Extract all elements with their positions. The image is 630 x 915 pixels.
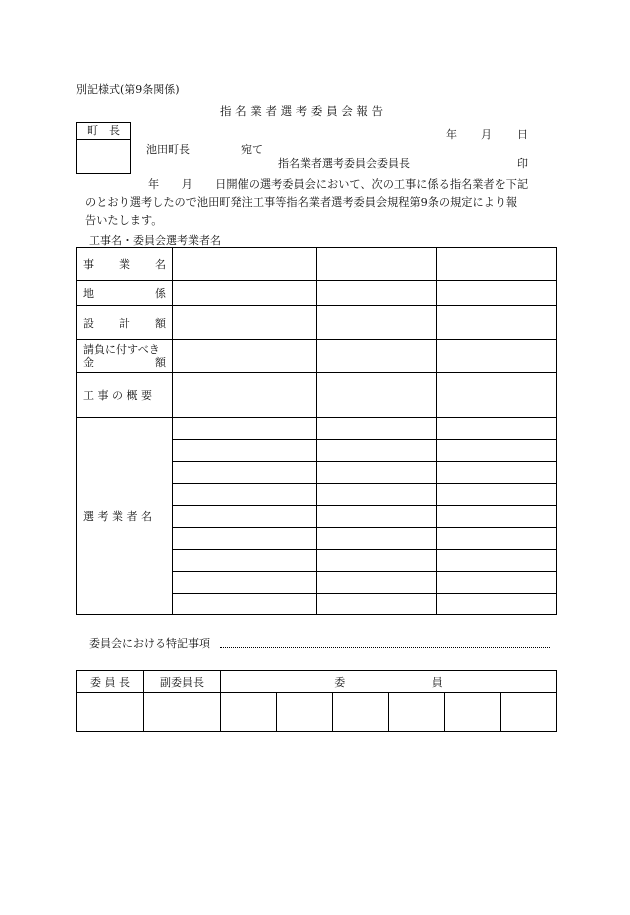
cell-contract-amount-2[interactable] — [317, 340, 437, 373]
cell-design-amount-2[interactable] — [317, 306, 437, 340]
cell-selected[interactable] — [173, 462, 317, 484]
cell-selected[interactable] — [437, 440, 557, 462]
mayor-stamp-box — [76, 122, 131, 174]
cell-selected[interactable] — [317, 550, 437, 572]
row-project-name — [77, 248, 557, 281]
cell-selected[interactable] — [437, 506, 557, 528]
form-note: 別記様式(第9条関係) — [76, 83, 180, 96]
header-members-left: 委 — [334, 675, 346, 689]
cell-overview-2[interactable] — [317, 373, 437, 418]
remarks-dotted-line[interactable] — [220, 647, 550, 648]
date-month: 月 — [481, 128, 492, 141]
row-design-amount — [77, 306, 557, 340]
section-label: 工事名・委員会選考業者名 — [89, 234, 221, 247]
seal-member-6[interactable] — [501, 693, 557, 732]
body-line-3: 告いたします。 — [85, 214, 163, 227]
mayor-stamp-label: 町 長 — [77, 123, 130, 140]
cell-selected[interactable] — [173, 550, 317, 572]
cell-selected[interactable] — [173, 484, 317, 506]
cell-overview-1[interactable] — [173, 373, 317, 418]
cell-location-3[interactable] — [437, 281, 557, 306]
seal-member-4[interactable] — [389, 693, 445, 732]
committee-header-row — [77, 671, 557, 693]
seal-member-1[interactable] — [221, 693, 277, 732]
project-table — [76, 247, 557, 615]
cell-project-name-3[interactable] — [437, 248, 557, 281]
header-chair: 委 員 長 — [77, 671, 144, 693]
label-overview: 工 事 の 概 要 — [77, 373, 173, 418]
seal-member-3[interactable] — [333, 693, 389, 732]
seal-member-5[interactable] — [445, 693, 501, 732]
body-line-1: 年 月 日開催の選考委員会において、次の工事に係る指名業者を下記 — [148, 178, 529, 191]
cell-contract-amount-3[interactable] — [437, 340, 557, 373]
cell-selected[interactable] — [173, 572, 317, 594]
cell-selected[interactable] — [317, 528, 437, 550]
form-title: 指 名 業 者 選 考 委 員 会 報 告 — [220, 104, 384, 118]
cell-selected[interactable] — [437, 484, 557, 506]
cell-selected[interactable] — [437, 594, 557, 615]
row-selected-1 — [77, 418, 557, 440]
cell-contract-amount-1[interactable] — [173, 340, 317, 373]
cell-selected[interactable] — [173, 528, 317, 550]
date-day: 日 — [517, 128, 528, 141]
seal-vice-chair[interactable] — [144, 693, 221, 732]
committee-seal-row — [77, 693, 557, 732]
label-location: 地 係 — [77, 281, 173, 306]
remarks-label: 委員会における特記事項 — [89, 637, 210, 650]
row-contract-amount — [77, 340, 557, 373]
label-design-amount: 設 計 額 — [77, 306, 173, 340]
cell-selected[interactable] — [173, 440, 317, 462]
cell-design-amount-1[interactable] — [173, 306, 317, 340]
seal-chair[interactable] — [77, 693, 144, 732]
cell-selected[interactable] — [437, 550, 557, 572]
cell-selected[interactable] — [173, 594, 317, 615]
cell-project-name-1[interactable] — [173, 248, 317, 281]
cell-selected[interactable] — [317, 440, 437, 462]
cell-overview-3[interactable] — [437, 373, 557, 418]
header-members-right: 員 — [431, 675, 443, 689]
cell-selected[interactable] — [317, 594, 437, 615]
cell-selected[interactable] — [173, 506, 317, 528]
cell-selected[interactable] — [317, 462, 437, 484]
cell-selected[interactable] — [317, 418, 437, 440]
header-members — [221, 671, 557, 693]
cell-selected[interactable] — [437, 528, 557, 550]
body-line-2: のとおり選考したので池田町発注工事等指名業者選考委員会規程第9条の規定により報 — [85, 196, 518, 209]
sender: 指名業者選考委員会委員長 — [278, 157, 410, 170]
cell-project-name-2[interactable] — [317, 248, 437, 281]
cell-location-1[interactable] — [173, 281, 317, 306]
label-selected-companies: 選 考 業 者 名 — [77, 418, 173, 615]
label-contract-amount: 請負に付すべき 金 額 — [77, 340, 173, 373]
cell-selected[interactable] — [437, 462, 557, 484]
header-vice-chair: 副委員長 — [144, 671, 221, 693]
cell-design-amount-3[interactable] — [437, 306, 557, 340]
row-location — [77, 281, 557, 306]
addressee: 池田町長 — [146, 143, 190, 156]
addressee-suffix: 宛て — [241, 143, 263, 156]
label-project-name: 事 業 名 — [77, 248, 173, 281]
cell-selected[interactable] — [317, 572, 437, 594]
cell-selected[interactable] — [437, 418, 557, 440]
cell-location-2[interactable] — [317, 281, 437, 306]
seal-member-2[interactable] — [277, 693, 333, 732]
cell-selected[interactable] — [317, 484, 437, 506]
committee-table — [76, 670, 557, 732]
row-overview — [77, 373, 557, 418]
seal-mark: 印 — [517, 157, 528, 170]
cell-selected[interactable] — [437, 572, 557, 594]
date-year: 年 — [446, 128, 457, 141]
cell-selected[interactable] — [317, 506, 437, 528]
cell-selected[interactable] — [173, 418, 317, 440]
